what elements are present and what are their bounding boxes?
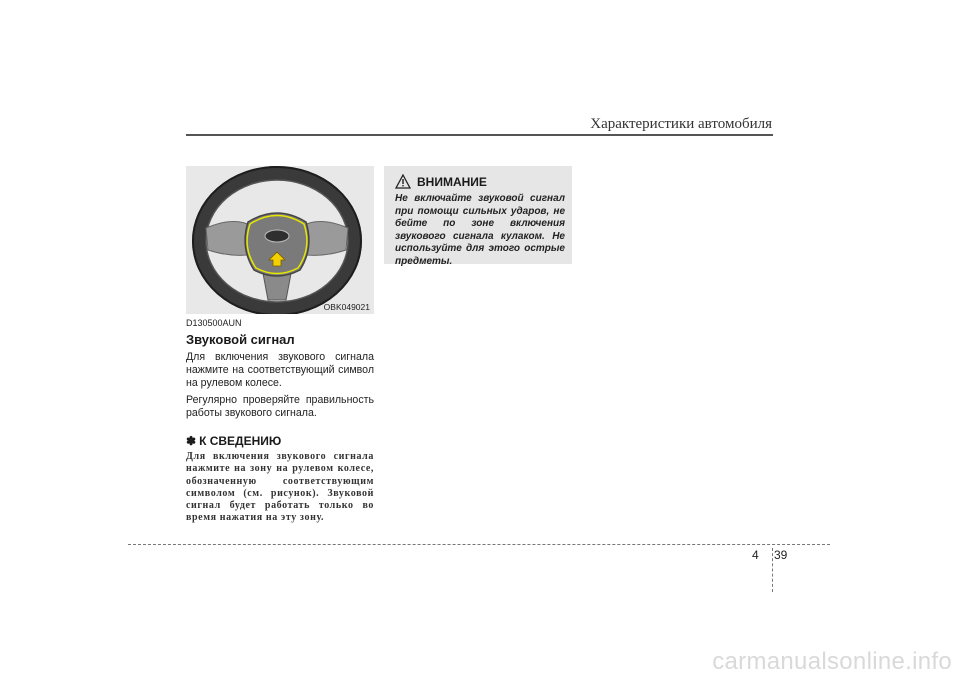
steering-wheel-horn-illustration [186,166,374,314]
steering-wheel-figure [186,166,374,314]
page-number-value: 39 [774,548,788,562]
main-column [186,318,374,525]
caution-header [395,174,565,189]
figure-code: OBK049021 [323,302,370,312]
watermark: carmanualsonline.info [712,648,952,675]
info-heading-text: К СВЕДЕНИЮ [199,433,282,448]
info-mark-icon: ✽ [186,433,197,448]
page-number [752,548,787,562]
caution-title: ВНИМАНИЕ [417,174,487,189]
header-rule [186,134,773,136]
caution-box [384,166,572,267]
footer-rule [128,544,830,545]
section-title: Характеристики автомобиля [590,116,772,132]
paragraph-2: Регулярно проверяйте правильность работы звукового сигнала. [186,394,374,420]
info-text: Для включения звукового сигнала нажмите на зону на рулевом колесе, обозначенную соответствующим символом (см. рисунок). Звуковой сигнал будет работать только во время нажатия на эту зону. [186,450,374,524]
page-number-divider [772,548,773,592]
chapter-number: 4 [752,548,759,562]
paragraph-1: Для включения звукового сигнала нажмите на соответствующий символ на рулевом колесе. [186,351,374,389]
info-heading [186,434,374,448]
warning-triangle-icon [395,174,411,189]
section-heading: Звуковой сигнал [186,332,295,347]
doc-code: D130500AUN [186,318,242,328]
caution-text: Не включайте звуковой сигнал при помощи сильных ударов, не бейте по зоне включения звукового сигнала кулаком. Не используйте для этого острые предметы. [395,193,565,267]
